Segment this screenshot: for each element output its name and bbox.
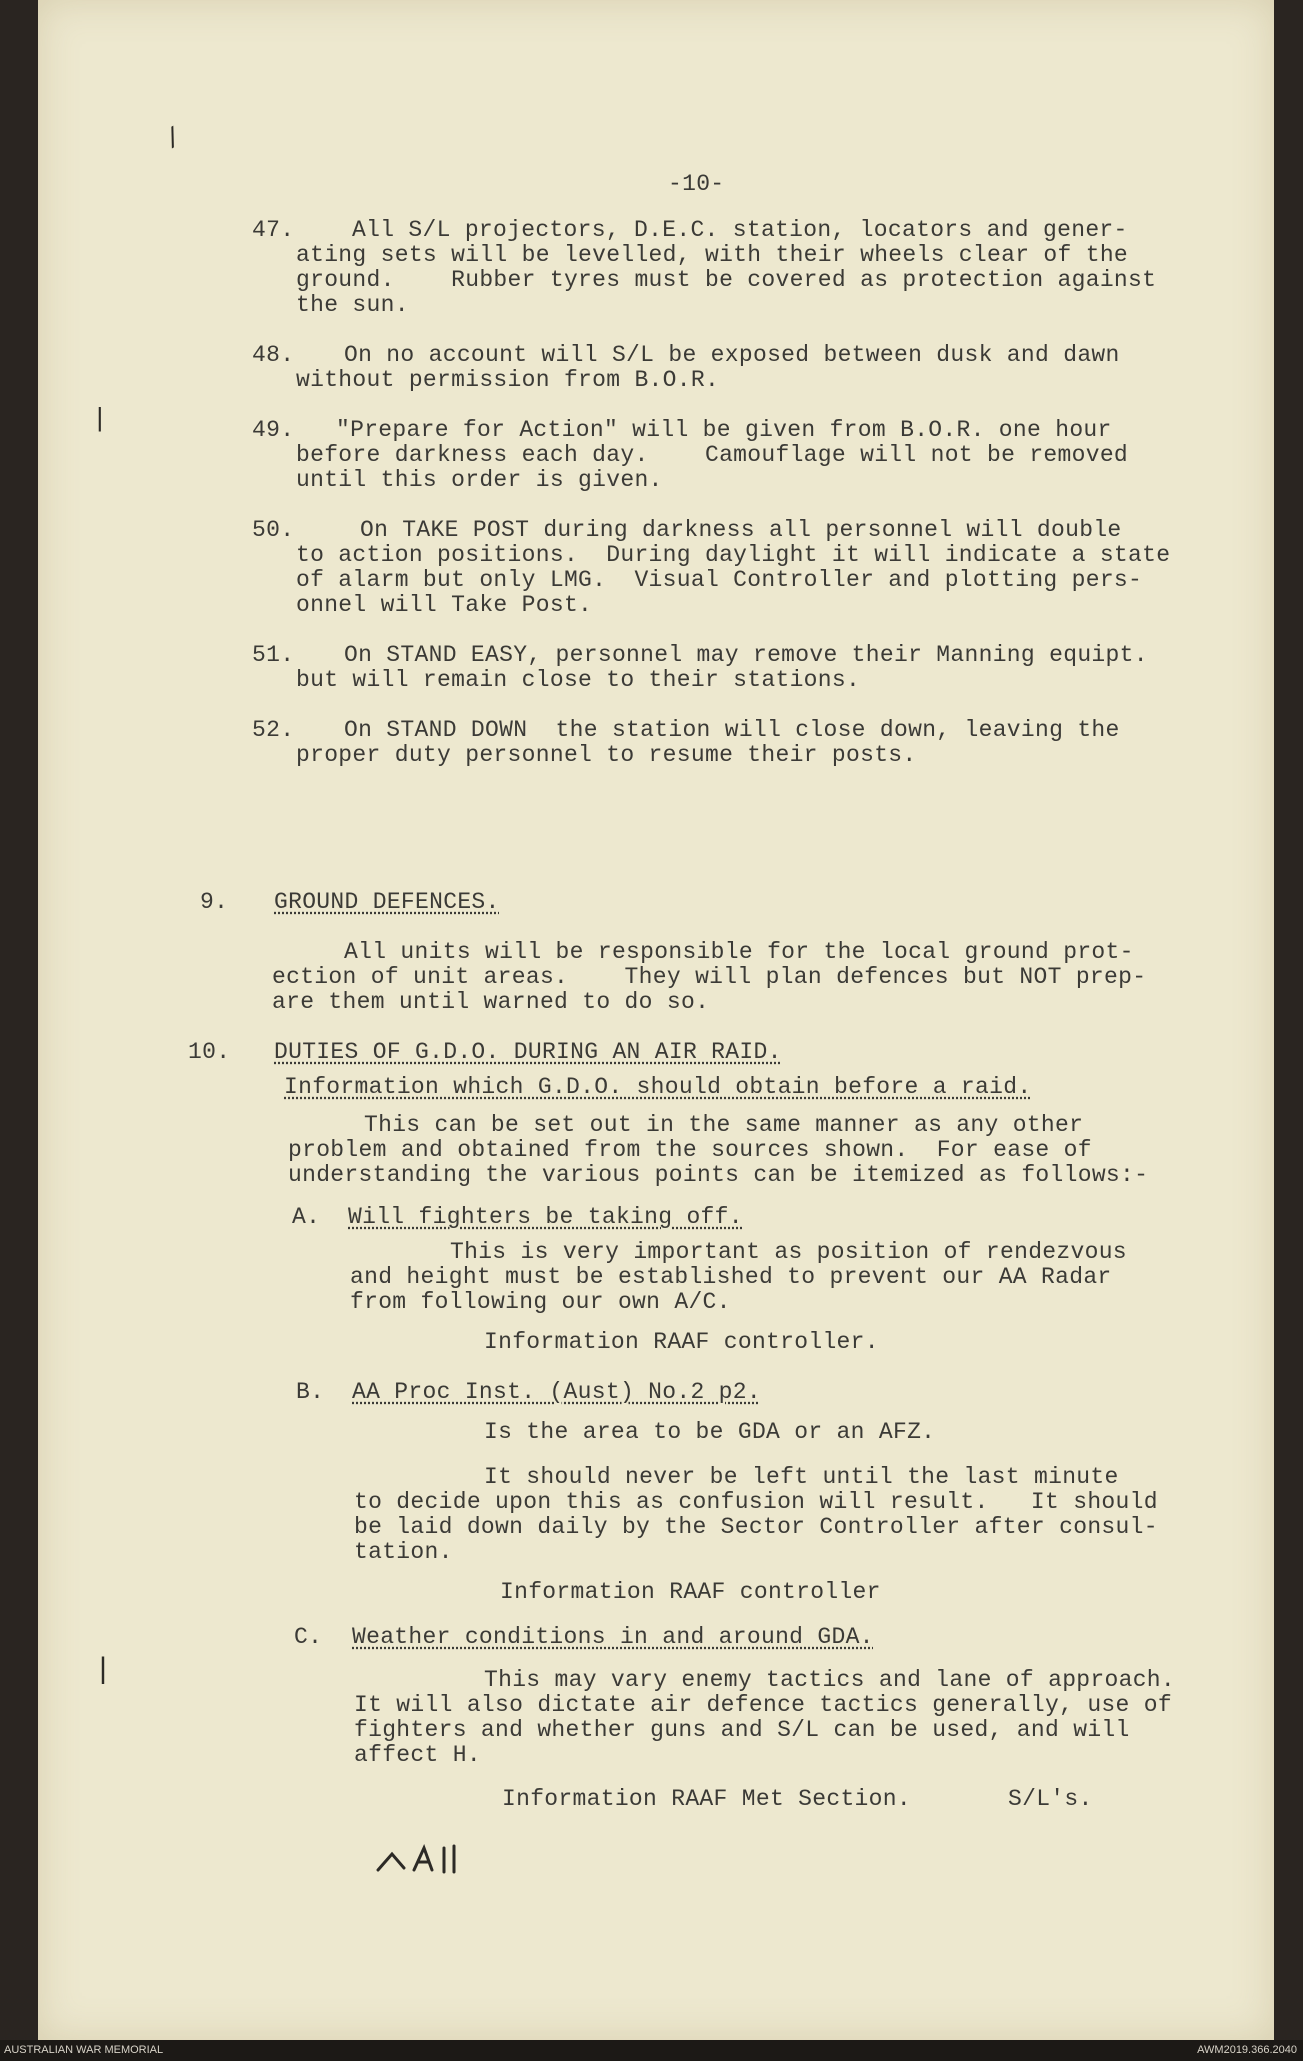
paragraph-line: before darkness each day. Camouflage will not be removed [296, 442, 1129, 468]
paragraph-line: proper duty personnel to resume their posts. [296, 742, 917, 768]
footer-bar [0, 2040, 1303, 2061]
item-title: AA Proc Inst. (Aust) No.2 p2. [352, 1379, 761, 1405]
paragraph-line: On STAND DOWN the station will close down, leaving the [344, 717, 1120, 743]
item-info: Information RAAF controller [500, 1579, 881, 1605]
item-line: It will also dictate air defence tactics generally, use of [354, 1692, 1172, 1718]
paragraph-number: 52. [252, 717, 295, 743]
section-heading: GROUND DEFENCES. [274, 889, 500, 915]
item-title: Will fighters be taking off. [348, 1204, 743, 1230]
handwritten-initials [374, 1836, 484, 1896]
section-line: understanding the various points can be itemized as follows:- [288, 1162, 1149, 1188]
section-line: All units will be responsible for the local ground prot- [344, 939, 1134, 965]
paragraph-number: 51. [252, 642, 295, 668]
paragraph-number: 48. [252, 342, 295, 368]
item-info-extra: S/L's. [1008, 1786, 1093, 1812]
paragraph-line: but will remain close to their stations. [296, 667, 861, 693]
item-line: affect H. [354, 1742, 481, 1768]
item-line: It should never be left until the last minute [484, 1464, 1119, 1490]
item-title: Weather conditions in and around GDA. [352, 1624, 874, 1650]
section-subheading: Information which G.D.O. should obtain before a raid. [284, 1074, 1032, 1100]
paragraph-number: 47. [252, 217, 295, 243]
item-line: tation. [354, 1539, 453, 1565]
paragraph-line: onnel will Take Post. [296, 592, 593, 618]
paragraph-line: "Prepare for Action" will be given from B.O.R. one hour [336, 417, 1112, 443]
footer-catalog-id: AWM2019.366.2040 [1197, 2044, 1297, 2056]
margin-tick-mark: / [159, 122, 189, 156]
paragraph-number: 49. [252, 417, 295, 443]
paragraph-line: of alarm but only LMG. Visual Controller and plotting pers- [296, 567, 1143, 593]
paragraph-line: ground. Rubber tyres must be covered as protection against [296, 267, 1157, 293]
item-info: Information RAAF Met Section. [502, 1786, 911, 1812]
section-line: This can be set out in the same manner as any other [364, 1112, 1084, 1138]
item-info: Information RAAF controller. [484, 1329, 879, 1355]
section-line: problem and obtained from the sources shown. For ease of [288, 1137, 1092, 1163]
paragraph-line: ating sets will be levelled, with their wheels clear of the [296, 242, 1129, 268]
section-line: ection of unit areas. They will plan defences but NOT prep- [272, 964, 1147, 990]
item-line: from following our own A/C. [350, 1289, 731, 1315]
paragraph-line: On no account will S/L be exposed between dusk and dawn [344, 342, 1120, 368]
item-letter: C. [294, 1624, 323, 1650]
item-question: Is the area to be GDA or an AFZ. [484, 1419, 936, 1445]
item-letter: A. [292, 1204, 321, 1230]
item-line: This is very important as position of rendezvous [450, 1239, 1127, 1265]
paragraph-line: the sun. [296, 292, 409, 318]
item-line: fighters and whether guns and S/L can be used, and will [354, 1717, 1130, 1743]
paragraph-line: All S/L projectors, D.E.C. station, locators and gener- [352, 217, 1128, 243]
item-line: This may vary enemy tactics and lane of approach. [484, 1667, 1176, 1693]
section-line: are them until warned to do so. [272, 989, 710, 1015]
item-line: and height must be established to prevent our AA Radar [350, 1264, 1112, 1290]
paragraph-line: On STAND EASY, personnel may remove their Manning equipt. [344, 642, 1148, 668]
paragraph-line: to action positions. During daylight it will indicate a state [296, 542, 1171, 568]
paragraph-number: 50. [252, 517, 295, 543]
item-line: to decide upon this as confusion will result. It should [354, 1489, 1158, 1515]
section-number: 10. [188, 1039, 231, 1065]
item-letter: B. [296, 1379, 325, 1405]
section-number: 9. [200, 889, 229, 915]
footer-credit: AUSTRALIAN WAR MEMORIAL [4, 2044, 164, 2056]
paragraph-line: On TAKE POST during darkness all personnel will double [360, 517, 1122, 543]
document-page [38, 0, 1274, 2040]
item-line: be laid down daily by the Sector Controller after consul- [354, 1514, 1158, 1540]
page-number: -10- [668, 171, 725, 197]
paragraph-line: until this order is given. [296, 467, 663, 493]
margin-bar-mark: | [92, 404, 108, 434]
margin-bar-mark: | [94, 1654, 113, 1688]
paragraph-line: without permission from B.O.R. [296, 367, 720, 393]
section-heading: DUTIES OF G.D.O. DURING AN AIR RAID. [274, 1039, 782, 1065]
